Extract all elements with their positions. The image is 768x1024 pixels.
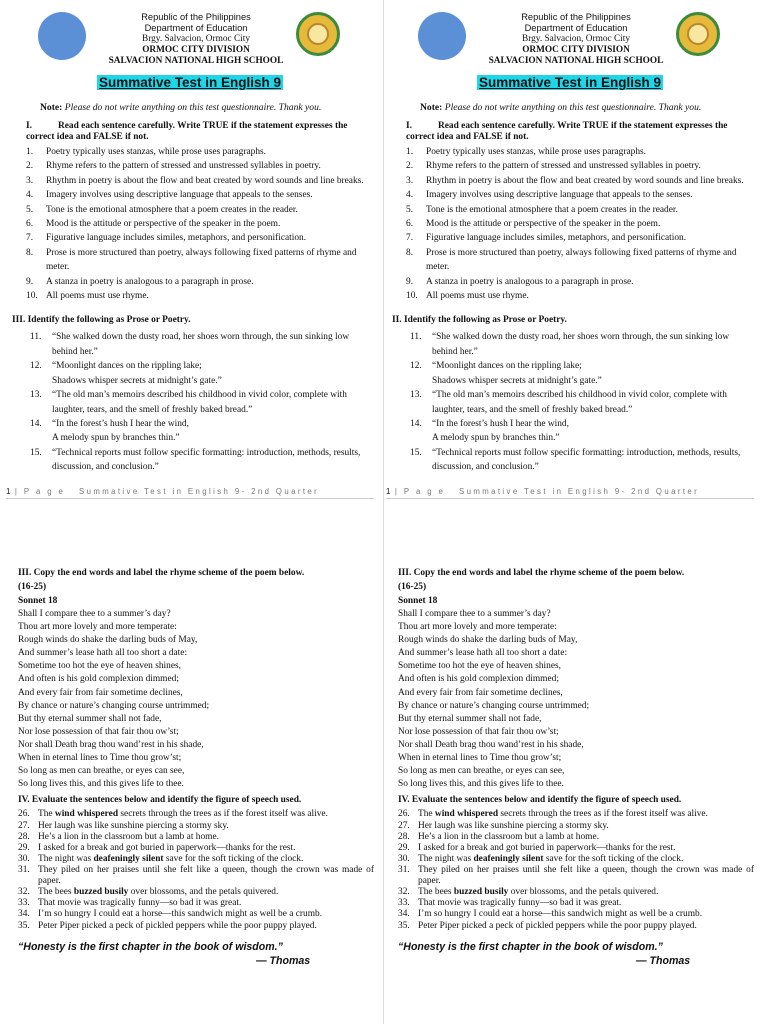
- list-item: [6, 217, 374, 231]
- item-text: “The old man’s memoirs described his childhood in vivid color, complete with laughter, tears, and the smell of freshly baked bread.”: [432, 390, 727, 415]
- item-number: 1.: [406, 147, 414, 157]
- item-text-start: The: [38, 809, 55, 820]
- part4-list: [6, 809, 374, 931]
- page-top-left: [6, 0, 374, 499]
- list-item: [6, 330, 374, 359]
- item-number: 3.: [26, 175, 34, 186]
- poem-line: By chance or nature’s changing course untrimmed;: [18, 700, 210, 711]
- item-text: Figurative language includes similes, metaphors, and personification.: [46, 233, 307, 244]
- republic-line: Republic of the Philippines: [141, 12, 251, 22]
- list-item: [386, 887, 754, 898]
- poem-line: Shall I compare thee to a summer’s day?: [398, 609, 551, 619]
- item-text-start: I’m so hungry I could eat a horse—this sandwich might as well be a crumb.: [38, 909, 323, 920]
- list-item: [386, 832, 754, 843]
- poem-line: But thy eternal summer shall not fade,: [18, 713, 162, 724]
- item-text: “Moonlight dances on the rippling lake; Shadows whisper secrets at midnight’s gate.”: [432, 361, 602, 386]
- list-item: [386, 246, 754, 275]
- list-item: [386, 203, 754, 217]
- item-text-end: secrets through the trees as if the forest itself was alive.: [118, 809, 328, 820]
- part2-list: [6, 330, 374, 474]
- item-number: 9.: [26, 276, 34, 287]
- item-number: 32.: [398, 887, 410, 898]
- item-text: Rhythm in poetry is about the flow and beat created by word sounds and line breaks.: [426, 175, 744, 186]
- list-item: [6, 821, 374, 832]
- item-text: [418, 809, 754, 820]
- item-text-end: save for the soft ticking of the clock.: [543, 854, 684, 865]
- list-item: [6, 809, 374, 820]
- item-text: [418, 821, 754, 832]
- item-number: 28.: [18, 831, 30, 842]
- item-emphasis: deafeningly silent: [93, 854, 164, 865]
- item-text-start: Peter Piper picked a peck of pickled peppers while the poor puppy played.: [418, 920, 697, 931]
- test-title: Summative Test in English 9: [98, 75, 282, 90]
- quote: “Honesty is the first chapter in the book of wisdom.”: [18, 941, 283, 954]
- item-number: 31.: [18, 865, 30, 876]
- division-line: ORMOC CITY DIVISION: [142, 45, 250, 55]
- list-item: [386, 809, 754, 820]
- item-text: “In the forest’s hush I hear the wind, A melody spun by branches thin.”: [52, 418, 189, 444]
- item-text-start: The bees: [38, 887, 74, 898]
- item-text: A stanza in poetry is analogous to a paragraph in prose.: [46, 276, 254, 287]
- list-item: [386, 821, 754, 832]
- item-text: [38, 909, 374, 920]
- item-text-end: over blossoms, and the petals quivered.: [128, 887, 279, 898]
- page-footer: 1 | P a g e Summative Test in English 9- 2nd Quarter: [386, 487, 754, 499]
- item-text: All poems must use rhyme.: [46, 291, 149, 302]
- list-item: [386, 275, 754, 289]
- item-number: 3.: [406, 175, 414, 186]
- item-text-start: The night was: [38, 854, 94, 865]
- list-item: [386, 854, 754, 865]
- poem-line: Sometime too hot the eye of heaven shines,: [18, 661, 181, 672]
- item-text: [418, 887, 754, 898]
- item-number: 2.: [406, 161, 414, 172]
- school-seal-icon: [296, 12, 340, 56]
- list-item: [6, 854, 374, 865]
- page-bottom-left: [6, 560, 374, 967]
- item-text-start: Her laugh was like sunshine piercing a stormy sky.: [418, 820, 609, 831]
- poem-line: Nor shall Death brag thou wand’rest in his shade,: [398, 739, 584, 750]
- item-emphasis: wind whispered: [434, 809, 499, 820]
- list-item: [386, 898, 754, 909]
- item-text: [418, 909, 754, 920]
- item-number: 30.: [398, 854, 410, 865]
- poem-line: And often is his gold complexion dimmed;: [18, 674, 179, 685]
- logo-placeholder-circle: [38, 12, 86, 60]
- item-number: 6.: [406, 219, 414, 230]
- part2-list: [386, 330, 754, 474]
- item-text: Poetry typically uses stanzas, while prose uses paragraphs.: [426, 147, 646, 157]
- poem-line: And every fair from fair sometime declines,: [398, 687, 563, 698]
- list-item: [6, 388, 374, 417]
- poem-line: When in eternal lines to Time thou grow’st;: [398, 753, 562, 764]
- list-item: [6, 145, 374, 159]
- school-seal-icon: [676, 12, 720, 56]
- item-text: Tone is the emotional atmosphere that a poem creates in the reader.: [426, 204, 678, 215]
- poem-line: But thy eternal summer shall not fade,: [398, 713, 542, 724]
- item-number: 34.: [398, 909, 410, 920]
- logo-placeholder-circle: [418, 12, 466, 60]
- item-text: Rhythm in poetry is about the flow and beat created by word sounds and line breaks.: [46, 175, 364, 186]
- poem-line: Nor shall Death brag thou wand’rest in his shade,: [18, 739, 204, 750]
- item-text-start: That movie was tragically funny—so bad it was great.: [418, 898, 622, 909]
- part4-heading: IV. Evaluate the sentences below and identify the figure of speech used.: [18, 795, 302, 806]
- item-number: 12.: [410, 361, 422, 372]
- item-number: 33.: [398, 898, 410, 909]
- item-text-start: I’m so hungry I could eat a horse—this sandwich might as well be a crumb.: [418, 909, 703, 920]
- item-text: [418, 865, 754, 886]
- item-text: [418, 854, 754, 865]
- item-text: Mood is the attitude or perspective of the speaker in the poem.: [426, 219, 661, 230]
- item-number: 27.: [398, 820, 410, 831]
- item-text: “In the forest’s hush I hear the wind, A melody spun by branches thin.”: [432, 418, 569, 444]
- school-header: [6, 0, 374, 72]
- test-title: Summative Test in English 9: [478, 75, 662, 90]
- page-top-right: [386, 0, 754, 499]
- list-item: [6, 832, 374, 843]
- list-item: [6, 246, 374, 275]
- item-text-start: I asked for a break and got buried in paperwork—thanks for the rest.: [418, 842, 676, 853]
- item-number: 14.: [410, 418, 422, 429]
- item-text-start: The night was: [418, 854, 474, 865]
- item-number: 1.: [26, 147, 34, 157]
- list-item: [6, 359, 374, 388]
- page-divider: [383, 0, 384, 1024]
- poem-body: [18, 608, 374, 791]
- school-line: SALVACION NATIONAL HIGH SCHOOL: [488, 56, 664, 66]
- item-number: 13.: [410, 390, 422, 401]
- item-text: [38, 809, 374, 820]
- list-item: [386, 446, 754, 475]
- poem-line: Nor lose possession of that fair thou ow’st;: [18, 726, 179, 737]
- list-item: [386, 159, 754, 173]
- item-text: “Technical reports must follow specific formatting: introduction, methods, results, discussion, and conclusion.”: [52, 447, 361, 473]
- item-number: 35.: [18, 920, 30, 931]
- school-line: SALVACION NATIONAL HIGH SCHOOL: [108, 56, 284, 66]
- item-number: 28.: [398, 831, 410, 842]
- item-text: [418, 898, 754, 909]
- poem-title: Sonnet 18: [18, 596, 58, 606]
- list-item: [6, 174, 374, 188]
- item-number: 2.: [26, 161, 34, 172]
- list-item: [386, 145, 754, 159]
- item-emphasis: buzzed busily: [453, 887, 509, 898]
- item-text-start: The bees: [418, 887, 454, 898]
- poem-line: Shall I compare thee to a summer’s day?: [18, 609, 171, 619]
- item-text-start: I asked for a break and got buried in paperwork—thanks for the rest.: [38, 842, 296, 853]
- item-text: Rhyme refers to the pattern of stressed and unstressed syllables in poetry.: [46, 161, 321, 172]
- division-line: ORMOC CITY DIVISION: [522, 45, 630, 55]
- list-item: [6, 446, 374, 475]
- item-number: 31.: [398, 865, 410, 876]
- poem-line: So long lives this, and this gives life to thee.: [18, 779, 184, 790]
- poem-line: By chance or nature’s changing course untrimmed;: [398, 700, 590, 711]
- poem-line: So long lives this, and this gives life to thee.: [398, 779, 564, 790]
- item-number: 9.: [406, 276, 414, 287]
- address-line: Brgy. Salvacion, Ormoc City: [522, 34, 630, 44]
- part3-heading: III. Copy the end words and label the rhyme scheme of the poem below. (16-25) Sonnet 18: [398, 566, 754, 608]
- item-text: “She walked down the dusty road, her shoes worn through, the sun sinking low behind her.”: [52, 332, 350, 357]
- item-number: 32.: [18, 887, 30, 898]
- item-text: A stanza in poetry is analogous to a paragraph in prose.: [426, 276, 634, 287]
- item-number: 34.: [18, 909, 30, 920]
- item-number: 8.: [26, 247, 34, 258]
- note: Note: Please do not write anything on this test questionnaire. Thank you.: [420, 102, 702, 113]
- poem-line: And often is his gold complexion dimmed;: [398, 674, 559, 685]
- item-number: 26.: [18, 809, 30, 820]
- poem-title: Sonnet 18: [398, 596, 438, 606]
- item-number: 11.: [30, 332, 42, 343]
- page-bottom-right: [386, 560, 754, 967]
- item-text: “Moonlight dances on the rippling lake; Shadows whisper secrets at midnight’s gate.”: [52, 361, 222, 386]
- list-item: [386, 289, 754, 303]
- poem-line: Rough winds do shake the darling buds of May,: [18, 635, 198, 646]
- item-emphasis: wind whispered: [54, 809, 119, 820]
- item-number: 27.: [18, 820, 30, 831]
- item-text-start: The: [418, 809, 435, 820]
- item-number: 10.: [406, 291, 418, 302]
- item-number: 4.: [26, 190, 34, 201]
- item-text: Prose is more structured than poetry, always following fixed patterns of rhyme and meter.: [46, 247, 357, 273]
- item-text: Rhyme refers to the pattern of stressed and unstressed syllables in poetry.: [426, 161, 701, 172]
- republic-line: Republic of the Philippines: [521, 12, 631, 22]
- item-number: 35.: [398, 920, 410, 931]
- list-item: [6, 843, 374, 854]
- item-number: 15.: [30, 447, 42, 458]
- item-number: 15.: [410, 447, 422, 458]
- poem-line: Thou art more lovely and more temperate:: [398, 622, 557, 633]
- part1-heading: I. Read each sentence carefully. Write TRUE if the statement expresses the correct idea and FALSE if not.: [406, 121, 728, 142]
- item-text-start: He’s a lion in the classroom but a lamb at home.: [418, 831, 599, 842]
- poem-line: And summer’s lease hath all too short a date:: [18, 648, 188, 659]
- item-text: [38, 832, 374, 843]
- poem-line: Thou art more lovely and more temperate:: [18, 622, 177, 633]
- poem-line: And summer’s lease hath all too short a date:: [398, 648, 568, 659]
- list-item: [386, 843, 754, 854]
- list-item: [6, 921, 374, 932]
- list-item: [386, 921, 754, 932]
- poem-line: Nor lose possession of that fair thou ow’st;: [398, 726, 559, 737]
- list-item: [386, 359, 754, 388]
- item-text: “Technical reports must follow specific formatting: introduction, methods, results, discussion, and conclusion.”: [432, 447, 741, 473]
- item-text: “She walked down the dusty road, her shoes worn through, the sun sinking low behind her.”: [432, 332, 730, 357]
- school-header: [386, 0, 754, 72]
- item-number: 7.: [26, 233, 34, 244]
- poem-body: [398, 608, 754, 791]
- item-emphasis: buzzed busily: [73, 887, 129, 898]
- address-line: Brgy. Salvacion, Ormoc City: [142, 34, 250, 44]
- item-text: [38, 854, 374, 865]
- part2-heading: III. Identify the following as Prose or Poetry.: [12, 315, 191, 326]
- note: Note: Please do not write anything on this test questionnaire. Thank you.: [40, 102, 322, 113]
- list-item: [6, 188, 374, 202]
- item-text: [418, 832, 754, 843]
- item-text: Tone is the emotional atmosphere that a poem creates in the reader.: [46, 204, 298, 215]
- item-text: Imagery involves using descriptive language that appeals to the senses.: [426, 190, 693, 201]
- part1-heading: I. Read each sentence carefully. Write TRUE if the statement expresses the correct idea and FALSE if not.: [26, 121, 348, 142]
- list-item: [6, 203, 374, 217]
- item-text-start: Her laugh was like sunshine piercing a stormy sky.: [38, 820, 229, 831]
- page-footer: 1 | P a g e Summative Test in English 9- 2nd Quarter: [6, 487, 374, 499]
- item-text: Prose is more structured than poetry, always following fixed patterns of rhyme and meter.: [426, 247, 737, 273]
- list-item: [6, 898, 374, 909]
- item-text-start: Peter Piper picked a peck of pickled peppers while the poor puppy played.: [38, 920, 317, 931]
- poem-line: When in eternal lines to Time thou grow’st;: [18, 753, 182, 764]
- list-item: [6, 231, 374, 245]
- item-number: 13.: [30, 390, 42, 401]
- item-text: “The old man’s memoirs described his childhood in vivid color, complete with laughter, tears, and the smell of freshly baked bread.”: [52, 390, 347, 415]
- poem-line: So long as men can breathe, or eyes can see,: [398, 766, 565, 777]
- list-item: [386, 388, 754, 417]
- quote: “Honesty is the first chapter in the book of wisdom.”: [398, 941, 663, 954]
- part1-list: [6, 145, 374, 303]
- list-item: [386, 217, 754, 231]
- list-item: [386, 231, 754, 245]
- item-number: 26.: [398, 809, 410, 820]
- item-text: All poems must use rhyme.: [426, 291, 529, 302]
- item-text-start: He’s a lion in the classroom but a lamb at home.: [38, 831, 219, 842]
- item-number: 6.: [26, 219, 34, 230]
- item-number: 4.: [406, 190, 414, 201]
- poem-line: So long as men can breathe, or eyes can see,: [18, 766, 185, 777]
- item-text-end: over blossoms, and the petals quivered.: [508, 887, 659, 898]
- item-text: [38, 843, 374, 854]
- item-number: 10.: [26, 291, 38, 302]
- part4-heading: IV. Evaluate the sentences below and identify the figure of speech used.: [398, 795, 682, 806]
- item-text-start: They piled on her praises until she felt like a queen, though the crown was made of paper.: [418, 865, 754, 886]
- department-line: Department of Education: [524, 23, 628, 33]
- item-text-end: secrets through the trees as if the forest itself was alive.: [498, 809, 708, 820]
- item-text: Mood is the attitude or perspective of the speaker in the poem.: [46, 219, 281, 230]
- item-number: 5.: [26, 204, 34, 215]
- department-line: Department of Education: [144, 23, 248, 33]
- item-number: 8.: [406, 247, 414, 258]
- item-text-start: That movie was tragically funny—so bad it was great.: [38, 898, 242, 909]
- list-item: [386, 174, 754, 188]
- item-text: [418, 843, 754, 854]
- item-number: 30.: [18, 854, 30, 865]
- list-item: [386, 188, 754, 202]
- list-item: [386, 417, 754, 446]
- poem-line: Sometime too hot the eye of heaven shines,: [398, 661, 561, 672]
- item-text: Poetry typically uses stanzas, while prose uses paragraphs.: [46, 147, 266, 157]
- item-text: [418, 921, 754, 932]
- quote-author: — Thomas: [256, 955, 311, 968]
- item-number: 33.: [18, 898, 30, 909]
- poem-line: And every fair from fair sometime declines,: [18, 687, 183, 698]
- part2-heading: II. Identify the following as Prose or Poetry.: [392, 315, 567, 326]
- list-item: [6, 887, 374, 898]
- list-item: [386, 865, 754, 886]
- item-number: 14.: [30, 418, 42, 429]
- list-item: [6, 289, 374, 303]
- list-item: [6, 417, 374, 446]
- list-item: [386, 909, 754, 920]
- part1-list: [386, 145, 754, 303]
- item-text-end: save for the soft ticking of the clock.: [163, 854, 304, 865]
- item-text: Imagery involves using descriptive language that appeals to the senses.: [46, 190, 313, 201]
- item-text: Figurative language includes similes, metaphors, and personification.: [426, 233, 687, 244]
- item-number: 5.: [406, 204, 414, 215]
- poem-line: Rough winds do shake the darling buds of May,: [398, 635, 578, 646]
- item-number: 29.: [398, 842, 410, 853]
- list-item: [6, 159, 374, 173]
- item-number: 11.: [410, 332, 422, 343]
- quote-author: — Thomas: [636, 955, 691, 968]
- list-item: [6, 865, 374, 886]
- list-item: [386, 330, 754, 359]
- part3-heading: III. Copy the end words and label the rhyme scheme of the poem below. (16-25) Sonnet 18: [18, 566, 374, 608]
- item-number: 29.: [18, 842, 30, 853]
- item-number: 7.: [406, 233, 414, 244]
- part4-list: [386, 809, 754, 931]
- item-text: [38, 821, 374, 832]
- item-text: [38, 887, 374, 898]
- list-item: [6, 909, 374, 920]
- item-text-start: They piled on her praises until she felt like a queen, though the crown was made of paper.: [38, 865, 374, 886]
- item-text: [38, 921, 374, 932]
- item-number: 12.: [30, 361, 42, 372]
- list-item: [6, 275, 374, 289]
- item-emphasis: deafeningly silent: [473, 854, 544, 865]
- item-text: [38, 898, 374, 909]
- item-text: [38, 865, 374, 886]
